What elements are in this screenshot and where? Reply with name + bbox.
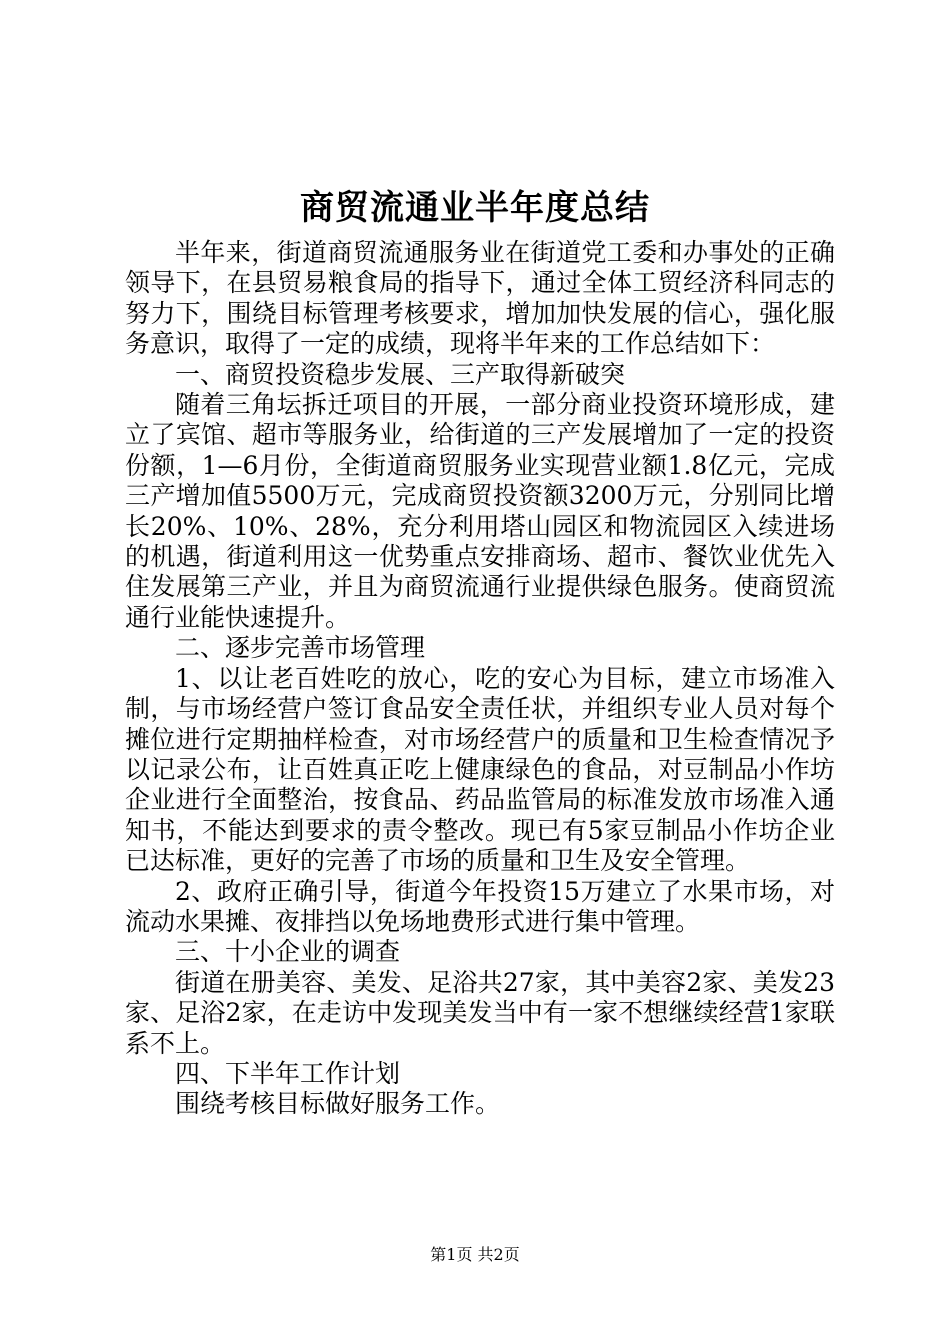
paragraph-investment: 随着三角坛拆迁项目的开展，一部分商业投资环境形成，建立了宾馆、超市等服务业，给街道的三产发展增加了一定的投资份额，1—6月份，全街道商贸服务业实现营业额1.8亿元，完成三产增加值5500万元，完成商贸投资额3200万元，分别同比增长20%、10%、28%，充分利用塔山园区和物流园区入续进场的机遇，街道利用这一优势重点安排商场、超市、餐饮业优先入住发展第三产业，并且为商贸流通行业提供绿色服务。使商贸流通行业能快速提升。: [125, 390, 835, 632]
paragraph-fruit-market: 2、政府正确引导，街道今年投资15万建立了水果市场，对流动水果摊、夜排挡以免场地费形式进行集中管理。: [125, 876, 835, 936]
paragraph-plan: 围绕考核目标做好服务工作。: [175, 1089, 501, 1119]
paragraph-survey: 街道在册美容、美发、足浴共27家，其中美容2家、美发23家、足浴2家，在走访中发现美发当中有一家不想继续经营1家联系不上。: [125, 967, 835, 1058]
document-title: 商贸流通业半年度总结: [300, 188, 650, 228]
paragraph-intro: 半年来，街道商贸流通服务业在街道党工委和办事处的正确领导下，在县贸易粮食局的指导下，通过全体工贸经济科同志的努力下，围绕目标管理考核要求，增加加快发展的信心，强化服务意识，取得了一定的成绩，现将半年来的工作总结如下：: [125, 238, 835, 359]
page-number-footer: 第1页 共2页: [430, 1245, 520, 1264]
section-heading-2: 二、逐步完善市场管理: [175, 633, 426, 663]
paragraph-market-access: 1、以让老百姓吃的放心，吃的安心为目标，建立市场准入制，与市场经营户签订食品安全责任状，并组织专业人员对每个摊位进行定期抽样检查，对市场经营户的质量和卫生检查情况予以记录公布，让百姓真正吃上健康绿色的食品，对豆制品小作坊企业进行全面整治，按食品、药品监管局的标准发放市场准入通知书，不能达到要求的责令整改。现已有5家豆制品小作坊企业已达标准，更好的完善了市场的质量和卫生及安全管理。: [125, 663, 835, 876]
document-body: [125, 238, 835, 1120]
section-heading-4: 四、下半年工作计划: [175, 1058, 401, 1088]
section-heading-1: 一、商贸投资稳步发展、三产取得新破突: [175, 359, 626, 389]
section-heading-3: 三、十小企业的调查: [175, 937, 401, 967]
